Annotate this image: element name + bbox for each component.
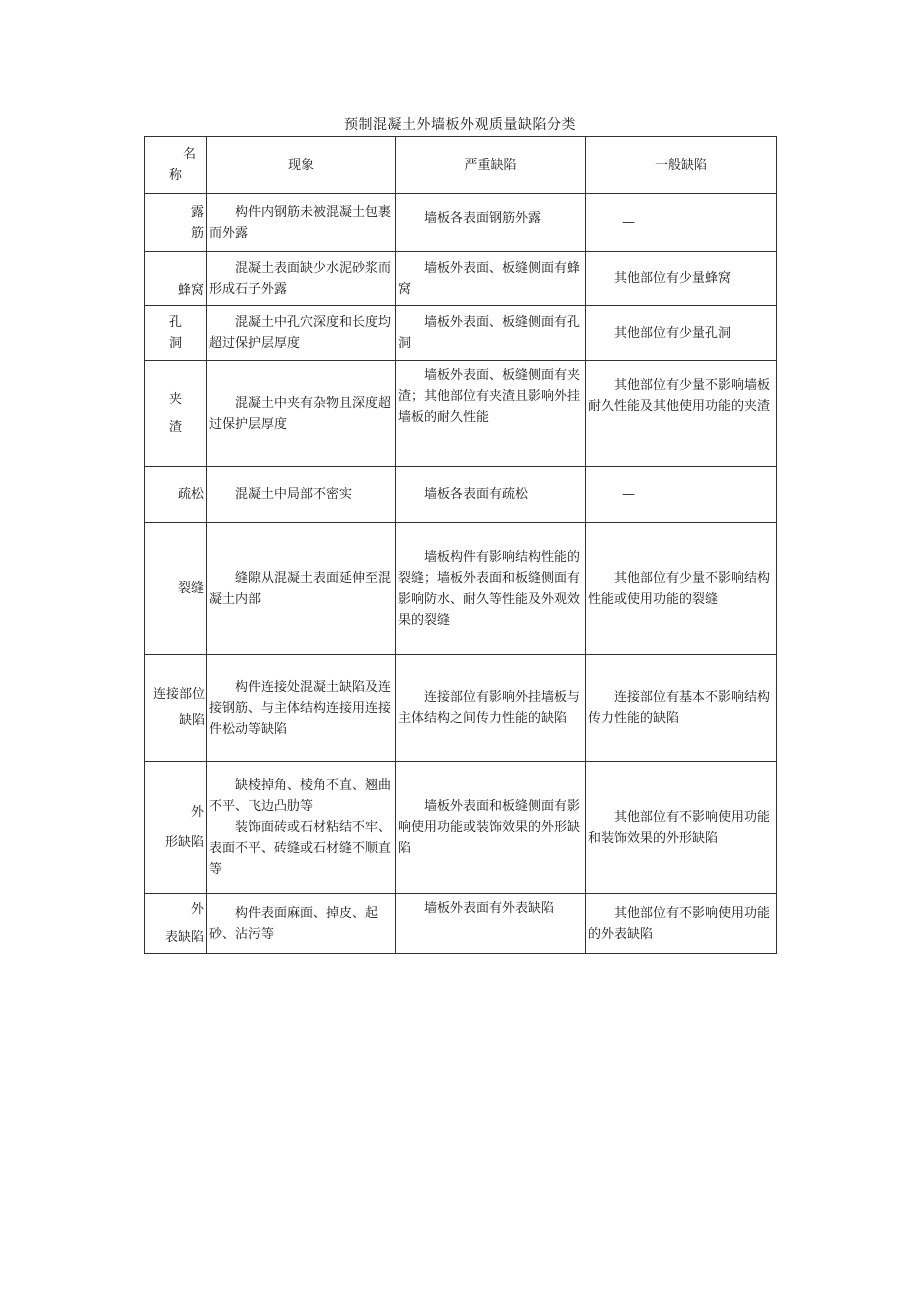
row-severe-cell (396, 523, 586, 655)
row-general: 其他部位有少量不影响结构性能或使用功能的裂缝 (588, 570, 771, 607)
row-phenomenon-extra: 装饰面砖或石材粘结不牢、表面不平、砖缝或石材缝不顺直等 (209, 820, 392, 877)
table-row (145, 467, 777, 523)
row-severe-cell (396, 194, 586, 252)
row-severe: 墙板外表面、板缝侧面有孔洞 (398, 315, 581, 351)
row-phenomenon-cell (207, 194, 396, 252)
row-severe-cell (396, 361, 586, 467)
row-name: 连接部位 缺陷 (152, 687, 205, 728)
row-severe: 墙板外表面和板缝侧面有影响使用功能或装饰效果的外形缺陷 (398, 799, 581, 856)
row-severe: 连接部位有影响外挂墙板与主体结构之间传力性能的缺陷 (398, 690, 581, 726)
row-phenomenon: 混凝土表面缺少水泥砂浆而形成石子外露 (209, 260, 392, 297)
row-general-cell (586, 194, 777, 252)
header-general: 一般缺陷 (586, 137, 777, 194)
row-phenomenon-cell (207, 252, 396, 306)
row-severe: 墙板外表面有外表缺陷 (424, 901, 555, 916)
row-general-cell (586, 655, 777, 762)
header-name-line1: 名 (182, 147, 196, 162)
table-row (145, 894, 777, 954)
row-severe: 墙板各表面有疏松 (424, 487, 529, 502)
row-general-cell (586, 762, 777, 894)
table-row (145, 252, 777, 306)
row-general: — (622, 215, 635, 230)
table-row (145, 655, 777, 762)
row-name: 外 表缺陷 (164, 901, 204, 945)
table-header-row (145, 137, 777, 194)
row-general: 其他部位有少量孔洞 (614, 325, 732, 341)
row-general: 其他部位有少量蜂窝 (614, 271, 732, 286)
row-general: 连接部位有基本不影响结构传力性能的缺陷 (588, 690, 771, 726)
row-phenomenon-cell (207, 762, 396, 894)
row-name-cell (145, 762, 207, 894)
row-phenomenon: 混凝土中夹有杂物且深度超过保护层厚度 (209, 395, 392, 432)
document-title: 预制混凝土外墙板外观质量缺陷分类 (344, 117, 576, 133)
row-phenomenon: 缺棱掉角、棱角不直、翘曲不平、飞边凸肋等 (209, 778, 392, 814)
row-name-cell (145, 655, 207, 762)
header-phenomenon: 现象 (207, 137, 396, 194)
table-row (145, 762, 777, 894)
row-phenomenon-cell (207, 361, 396, 467)
row-general: — (622, 487, 635, 502)
row-phenomenon-cell (207, 523, 396, 655)
row-name: 蜂窝 (177, 283, 204, 298)
row-severe: 墙板外表面、板缝侧面有夹渣；其他部位有夹渣且影响外挂墙板的耐久性能 (398, 368, 581, 425)
row-name: 疏松 (177, 487, 204, 502)
row-severe-cell (396, 894, 586, 954)
row-phenomenon-cell (207, 306, 396, 361)
table-row (145, 194, 777, 252)
row-name: 外 形缺陷 (164, 804, 204, 850)
row-name-cell (145, 467, 207, 523)
row-name-cell (145, 894, 207, 954)
row-name: 裂缝 (177, 581, 204, 596)
row-general-cell (586, 467, 777, 523)
row-severe-cell (396, 252, 586, 306)
row-phenomenon-cell (207, 655, 396, 762)
row-general-cell (586, 252, 777, 306)
row-general-cell (586, 894, 777, 954)
defect-classification-table (144, 136, 777, 954)
table-row (145, 361, 777, 467)
row-name: 夹 渣 (168, 391, 182, 435)
row-phenomenon-cell (207, 467, 396, 523)
row-severe-cell (396, 655, 586, 762)
row-phenomenon: 构件内钢筋未被混凝土包裹而外露 (209, 204, 392, 241)
row-general: 其他部位有少量不影响墙板耐久性能及其他使用功能的夹渣 (588, 378, 771, 414)
row-phenomenon: 缝隙从混凝土表面延伸至混凝土内部 (209, 570, 392, 607)
row-name-cell (145, 361, 207, 467)
row-severe-cell (396, 467, 586, 523)
row-name: 孔 洞 (168, 315, 182, 351)
row-general: 其他部位有不影响使用功能的外表缺陷 (588, 905, 771, 942)
row-phenomenon: 构件连接处混凝土缺陷及连接钢筋、与主体结构连接用连接件松动等缺陷 (209, 679, 392, 737)
row-phenomenon: 构件表面麻面、掉皮、起砂、沾污等 (209, 905, 379, 942)
header-name-cell (145, 137, 207, 194)
row-name: 露 筋 (190, 204, 204, 241)
table-row (145, 306, 777, 361)
row-name-cell (145, 306, 207, 361)
row-severe: 墙板构件有影响结构性能的裂缝；墙板外表面和板缝侧面有影响防水、耐久等性能及外观效果的裂缝 (398, 549, 581, 628)
header-severe: 严重缺陷 (396, 137, 586, 194)
row-general-cell (586, 306, 777, 361)
row-severe: 墙板外表面、板缝侧面有蜂窝 (398, 260, 581, 297)
row-severe-cell (396, 306, 586, 361)
row-name-cell (145, 523, 207, 655)
row-severe-cell (396, 762, 586, 894)
table-row (145, 523, 777, 655)
row-phenomenon-cell (207, 894, 396, 954)
row-general: 其他部位有不影响使用功能和装饰效果的外形缺陷 (588, 809, 771, 846)
row-phenomenon: 混凝土中孔穴深度和长度均超过保护层厚度 (209, 315, 392, 351)
row-severe: 墙板各表面钢筋外露 (424, 211, 542, 226)
row-general-cell (586, 361, 777, 467)
row-general-cell (586, 523, 777, 655)
row-name-cell (145, 252, 207, 306)
header-name-line2: 称 (169, 168, 183, 183)
row-name-cell (145, 194, 207, 252)
row-phenomenon: 混凝土中局部不密实 (235, 487, 353, 502)
